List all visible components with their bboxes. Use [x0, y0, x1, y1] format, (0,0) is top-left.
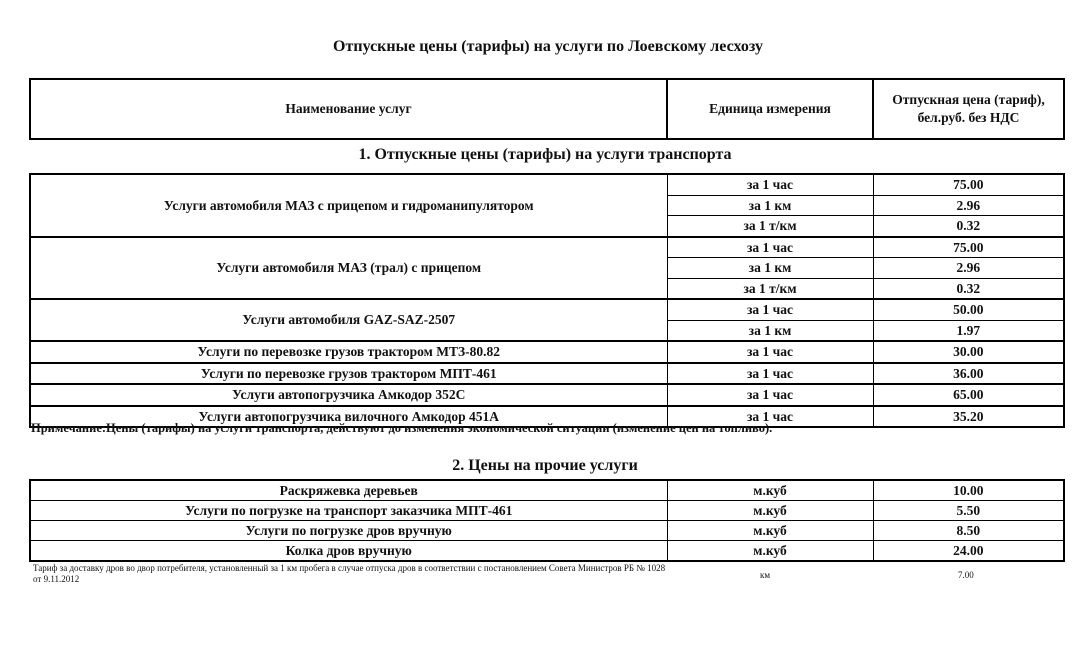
service-name: Колка дров вручную [30, 541, 667, 562]
transport-note: Примечание:Цены (тарифы) на услуги транспорта, действуют до изменения экономической ситуации (изменение цен на топливо). [31, 421, 773, 435]
service-unit: за 1 час [667, 174, 873, 195]
service-name: Услуги по перевозке грузов трактором МТЗ-80.82 [30, 341, 667, 363]
table-row [30, 384, 1064, 406]
service-unit: за 1 час [667, 363, 873, 385]
transport-services-table [29, 173, 1065, 428]
table-row [30, 174, 1064, 195]
table-row [30, 541, 1064, 562]
service-price: 1.97 [873, 320, 1064, 341]
service-unit: за 1 км [667, 195, 873, 216]
service-name: Услуги автомобиля МАЗ (трал) с прицепом [30, 237, 667, 300]
header-price-line2: бел.руб. без НДС [917, 110, 1020, 125]
service-price: 8.50 [873, 521, 1064, 541]
header-table [29, 78, 1065, 140]
service-price: 35.20 [873, 406, 1064, 428]
header-price [873, 79, 1064, 139]
service-price: 65.00 [873, 384, 1064, 406]
service-price: 75.00 [873, 174, 1064, 195]
table-row [30, 299, 1064, 320]
footer-unit: км [760, 570, 771, 580]
service-price: 24.00 [873, 541, 1064, 562]
service-name: Услуги по погрузке на транспорт заказчика МПТ-461 [30, 501, 667, 521]
section1-title: 1. Отпускные цены (тарифы) на услуги транспорта [358, 146, 732, 163]
service-unit: м.куб [667, 501, 873, 521]
footer-price: 7.00 [958, 570, 974, 580]
table-row [30, 237, 1064, 258]
service-price: 36.00 [873, 363, 1064, 385]
service-unit: за 1 т/км [667, 278, 873, 299]
service-price: 2.96 [873, 258, 1064, 279]
service-unit: м.куб [667, 521, 873, 541]
service-unit: за 1 час [667, 406, 873, 428]
service-price: 30.00 [873, 341, 1064, 363]
service-price: 10.00 [873, 480, 1064, 501]
service-unit: м.куб [667, 480, 873, 501]
page-title: Отпускные цены (тарифы) на услуги по Лоевскому лесхозу [333, 38, 763, 55]
table-row [30, 501, 1064, 521]
service-name: Услуги автопогрузчика вилочного Амкодор 451А [30, 406, 667, 428]
footer-delivery-tariff-text: Тариф за доставку дров во двор потребителя, установленный за 1 км пробега в случае отпуска дров в соответствии с постановлением Совета Министров РБ № 1028 от 9.11.2012 [33, 563, 666, 584]
service-price: 0.32 [873, 216, 1064, 237]
header-unit: Единица измерения [667, 79, 873, 139]
other-services-table [29, 479, 1065, 562]
service-unit: за 1 час [667, 341, 873, 363]
service-name: Услуги по погрузке дров вручную [30, 521, 667, 541]
table-row [30, 341, 1064, 363]
service-price: 2.96 [873, 195, 1064, 216]
service-name: Услуги автомобиля GAZ-SAZ-2507 [30, 299, 667, 341]
service-name: Услуги по перевозке грузов трактором МПТ-461 [30, 363, 667, 385]
service-unit: за 1 т/км [667, 216, 873, 237]
header-service-name: Наименование услуг [30, 79, 667, 139]
service-unit: м.куб [667, 541, 873, 562]
service-unit: за 1 час [667, 299, 873, 320]
service-name: Услуги автопогрузчика Амкодор 352С [30, 384, 667, 406]
header-row [30, 79, 1064, 139]
table-row [30, 363, 1064, 385]
service-unit: за 1 час [667, 237, 873, 258]
header-price-line1: Отпускная цена (тариф), [892, 91, 1045, 107]
service-price: 5.50 [873, 501, 1064, 521]
service-unit: за 1 км [667, 258, 873, 279]
service-price: 75.00 [873, 237, 1064, 258]
service-price: 0.32 [873, 278, 1064, 299]
table-row [30, 480, 1064, 501]
service-price: 50.00 [873, 299, 1064, 320]
service-unit: за 1 км [667, 320, 873, 341]
section2-title: 2. Цены на прочие услуги [452, 457, 638, 474]
table-row [30, 521, 1064, 541]
service-name: Услуги автомобиля МАЗ с прицепом и гидроманипулятором [30, 174, 667, 237]
service-unit: за 1 час [667, 384, 873, 406]
service-name: Раскряжевка деревьев [30, 480, 667, 501]
